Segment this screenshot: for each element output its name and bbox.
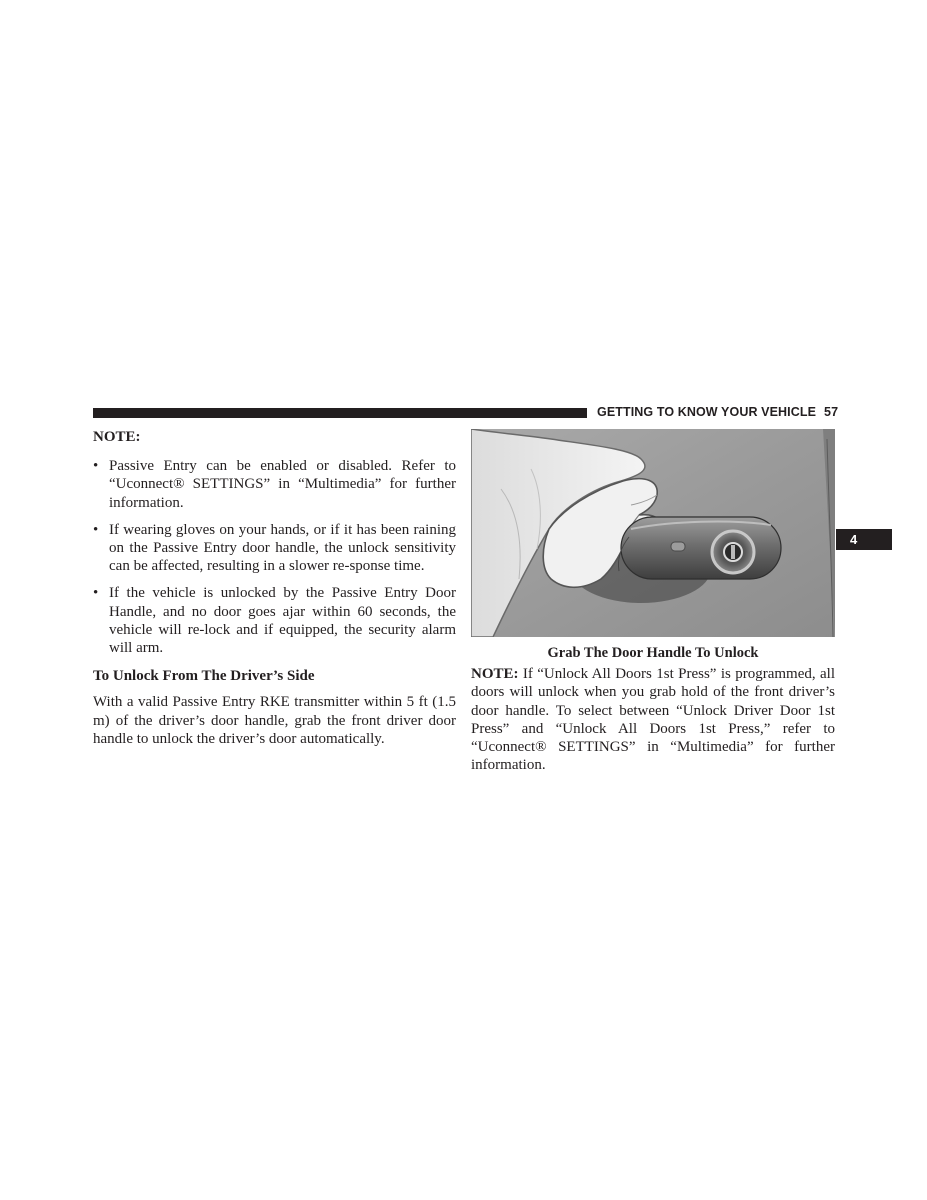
door-handle-photo: [471, 429, 835, 637]
bullet-icon: •: [93, 458, 99, 475]
list-item: • If the vehicle is unlocked by the Passive Entry Door Handle, and no door goes ajar within 60 seconds, the vehicle will re-lock and if equipped, the security alarm will arm.: [93, 585, 456, 657]
header-title: GETTING TO KNOW YOUR VEHICLE: [597, 405, 817, 419]
figure-caption: Grab The Door Handle To Unlock: [547, 645, 759, 661]
running-header: [597, 405, 839, 419]
note-text: If “Unlock All Doors 1st Press” is programmed, all doors will unlock when you grab hold of the front driver’s door handle. To select between “Unlock Driver Door 1st Press” and “Unlock All Doors 1st Press,” refer to “Uconnect® SETTINGS” in “Multimedia” for further information.: [471, 666, 835, 774]
section-subheading: To Unlock From The Driver’s Side: [93, 668, 315, 685]
note-heading: NOTE:: [93, 429, 141, 445]
list-item: • Passive Entry can be enabled or disabled. Refer to “Uconnect® SETTINGS” in “Multimedia” for further information.: [93, 458, 456, 511]
note-label: NOTE:: [471, 666, 519, 683]
header-rule: [93, 408, 587, 418]
note-paragraph: [471, 665, 835, 774]
door-handle-illustration: [471, 429, 835, 637]
body-paragraph: With a valid Passive Entry RKE transmitter within 5 ft (1.5 m) of the driver’s door handle, grab the front driver door handle to unlock the driver’s door automatically.: [93, 694, 456, 747]
page-number: 57: [824, 405, 839, 419]
bullet-icon: •: [93, 585, 99, 602]
right-column: [471, 429, 835, 774]
note-bullet-list: [93, 457, 456, 657]
left-column: [93, 428, 456, 748]
list-item: • If wearing gloves on your hands, or if it has been raining on the Passive Entry door handle, the unlock sensitivity can be affected, resulting in a slower re-sponse time.: [93, 521, 456, 575]
bullet-icon: •: [93, 521, 99, 538]
chapter-tab: 4: [836, 529, 892, 550]
